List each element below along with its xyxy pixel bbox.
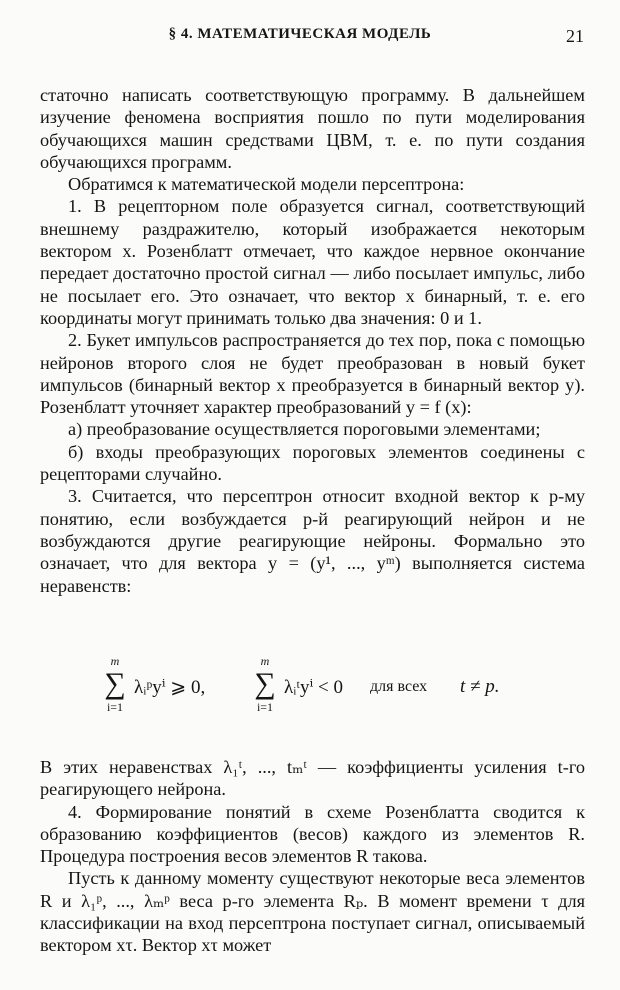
paragraph-6: б) входы преобразующих пороговых элементов соединены с рецепторами случайно. xyxy=(40,441,585,485)
expr-1: λᵢᵖyⁱ ⩾ 0, xyxy=(134,677,206,698)
condition-text: для всех xyxy=(370,678,428,695)
paragraph-8: В этих неравенствах λ₁ᵗ, ..., tₘᵗ — коэффициенты усиления t-го реагирующего нейрона. xyxy=(40,757,585,800)
sum-2-upper: m xyxy=(260,654,270,668)
paragraph-2: Обратимся к математической модели персептрона: xyxy=(68,174,465,195)
paragraph-3: 1. В рецепторном поле образуется сигнал, соответствующий внешнему раздражителю, который изображается некоторым вектором x. Розенблатт отмечает, что каждое нервное окончание передает достаточно простой сигнал — либо посылает импульс, либо не посылает его. Это означает, что вектор x бинарный, т. е. его координаты могут принимать только два значения: 0 и 1. xyxy=(40,196,585,328)
expr-2: λᵢᵗyⁱ < 0 xyxy=(284,677,343,698)
paragraph-1: статочно написать соответствующую программу. В дальнейшем изучение феномена восприятия пошло по пути моделирования обучающихся машин средствами ЦВМ, т. е. по пути создания обучающихся программ. xyxy=(40,85,585,172)
sum-2 xyxy=(250,654,280,714)
page-number: 21 xyxy=(566,26,584,46)
condition-math: t ≠ p. xyxy=(460,676,500,697)
body-text-upper xyxy=(40,84,585,597)
sum-1-lower: i=1 xyxy=(106,700,124,714)
paragraph-10: Пусть к данному моменту существуют некоторые веса элементов R и λ₁ᵖ, ..., λₘᵖ веса p-го элемента Rₚ. В момент времени τ для классификации на вход персептрона поступает сигнал, описываемый вектором xτ. Вектор xτ может xyxy=(40,868,585,956)
sigma-icon: ∑ xyxy=(104,667,126,700)
paragraph-7: 3. Считается, что персептрон относит входной вектор к p-му понятию, если возбуждается p-й реагирующий нейрон и не возбуждаются другие реагирующие нейроны. Формально это означает, что для вектора y = (y¹, ..., yᵐ) выполняется система неравенств: xyxy=(40,486,585,596)
body-text-lower xyxy=(40,756,585,957)
paragraph-4: 2. Букет импульсов распространяется до тех пор, пока с помощью нейронов второго слоя не будет преобразован в новый букет импульсов (бинарный вектор x преобразуется в бинарный вектор y). Розенблатт уточняет характер преобразований y = f (x): xyxy=(40,330,585,418)
sum-1-upper: m xyxy=(110,654,120,668)
sigma-icon: ∑ xyxy=(254,667,276,700)
running-title: § 4. МАТЕМАТИЧЕСКАЯ МОДЕЛЬ xyxy=(168,26,432,42)
paragraph-5: а) преобразование осуществляется пороговыми элементами; xyxy=(68,419,541,440)
paragraph-9: 4. Формирование понятий в схеме Розенблатта сводится к образованию коэффициентов (весов) каждого из элементов R. Процедура построения весов элементов R такова. xyxy=(40,801,585,867)
inequality-system xyxy=(40,654,585,734)
sum-2-lower: i=1 xyxy=(256,700,274,714)
page-header xyxy=(0,26,620,50)
sum-1 xyxy=(100,654,130,714)
